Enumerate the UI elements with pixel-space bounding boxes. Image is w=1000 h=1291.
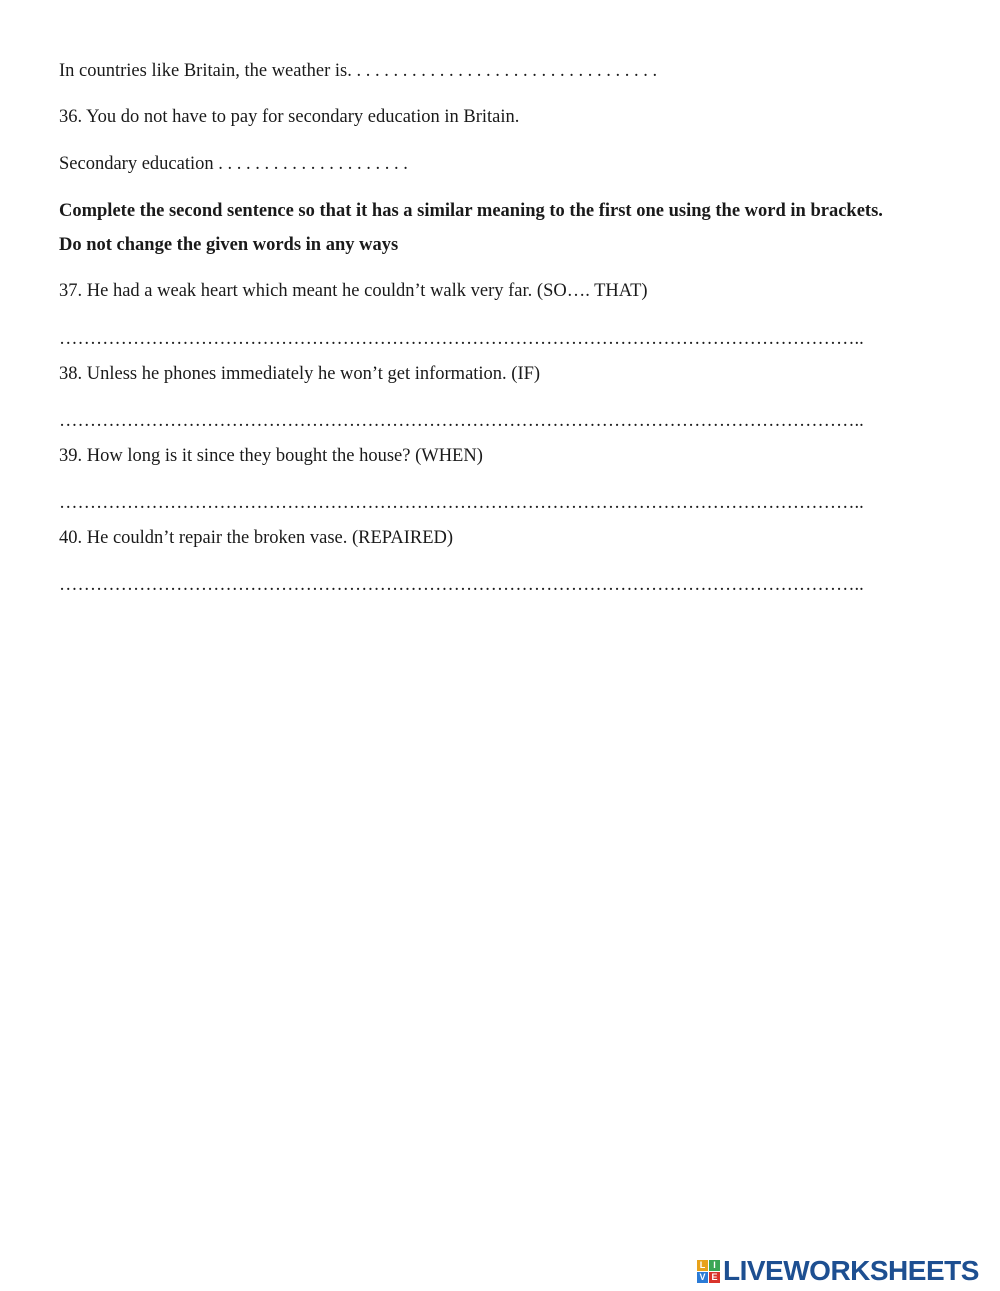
logo-mark-icon — [697, 1260, 720, 1283]
logo-mark-letter: V — [697, 1272, 708, 1283]
logo-mark-letter: I — [709, 1260, 720, 1271]
logo-mark-letter: L — [697, 1260, 708, 1271]
question-40: 40. He couldn’t repair the broken vase. (REPAIRED) — [59, 528, 454, 548]
question-36-answer: Secondary education . . . . . . . . . . . . . . . . . . . . . — [59, 154, 408, 174]
instructions-line-1: Complete the second sentence so that it has a similar meaning to the first one using the word in brackets. — [59, 201, 883, 221]
logo-text: LIVEWORKSHEETS — [723, 1255, 979, 1286]
answer-line-37[interactable]: ………………………………………………………………………………………………………………….. — [59, 329, 864, 349]
question-37: 37. He had a weak heart which meant he couldn’t walk very far. (SO…. THAT) — [59, 281, 648, 301]
liveworksheets-logo — [697, 1256, 979, 1286]
answer-line-40[interactable]: ………………………………………………………………………………………………………………….. — [59, 575, 864, 595]
answer-line-39[interactable]: ………………………………………………………………………………………………………………….. — [59, 493, 864, 513]
logo-mark-letter: E — [709, 1272, 720, 1283]
question-38: 38. Unless he phones immediately he won’t get information. (IF) — [59, 364, 541, 384]
answer-line-38[interactable]: ………………………………………………………………………………………………………………….. — [59, 411, 864, 431]
weather-prompt: In countries like Britain, the weather is. . . . . . . . . . . . . . . . . . . . . . . . . . . . . . . . . . — [59, 61, 658, 81]
question-39: 39. How long is it since they bought the house? (WHEN) — [59, 446, 483, 466]
instructions-line-2: Do not change the given words in any ways — [59, 235, 399, 255]
question-36: 36. You do not have to pay for secondary education in Britain. — [59, 107, 520, 127]
